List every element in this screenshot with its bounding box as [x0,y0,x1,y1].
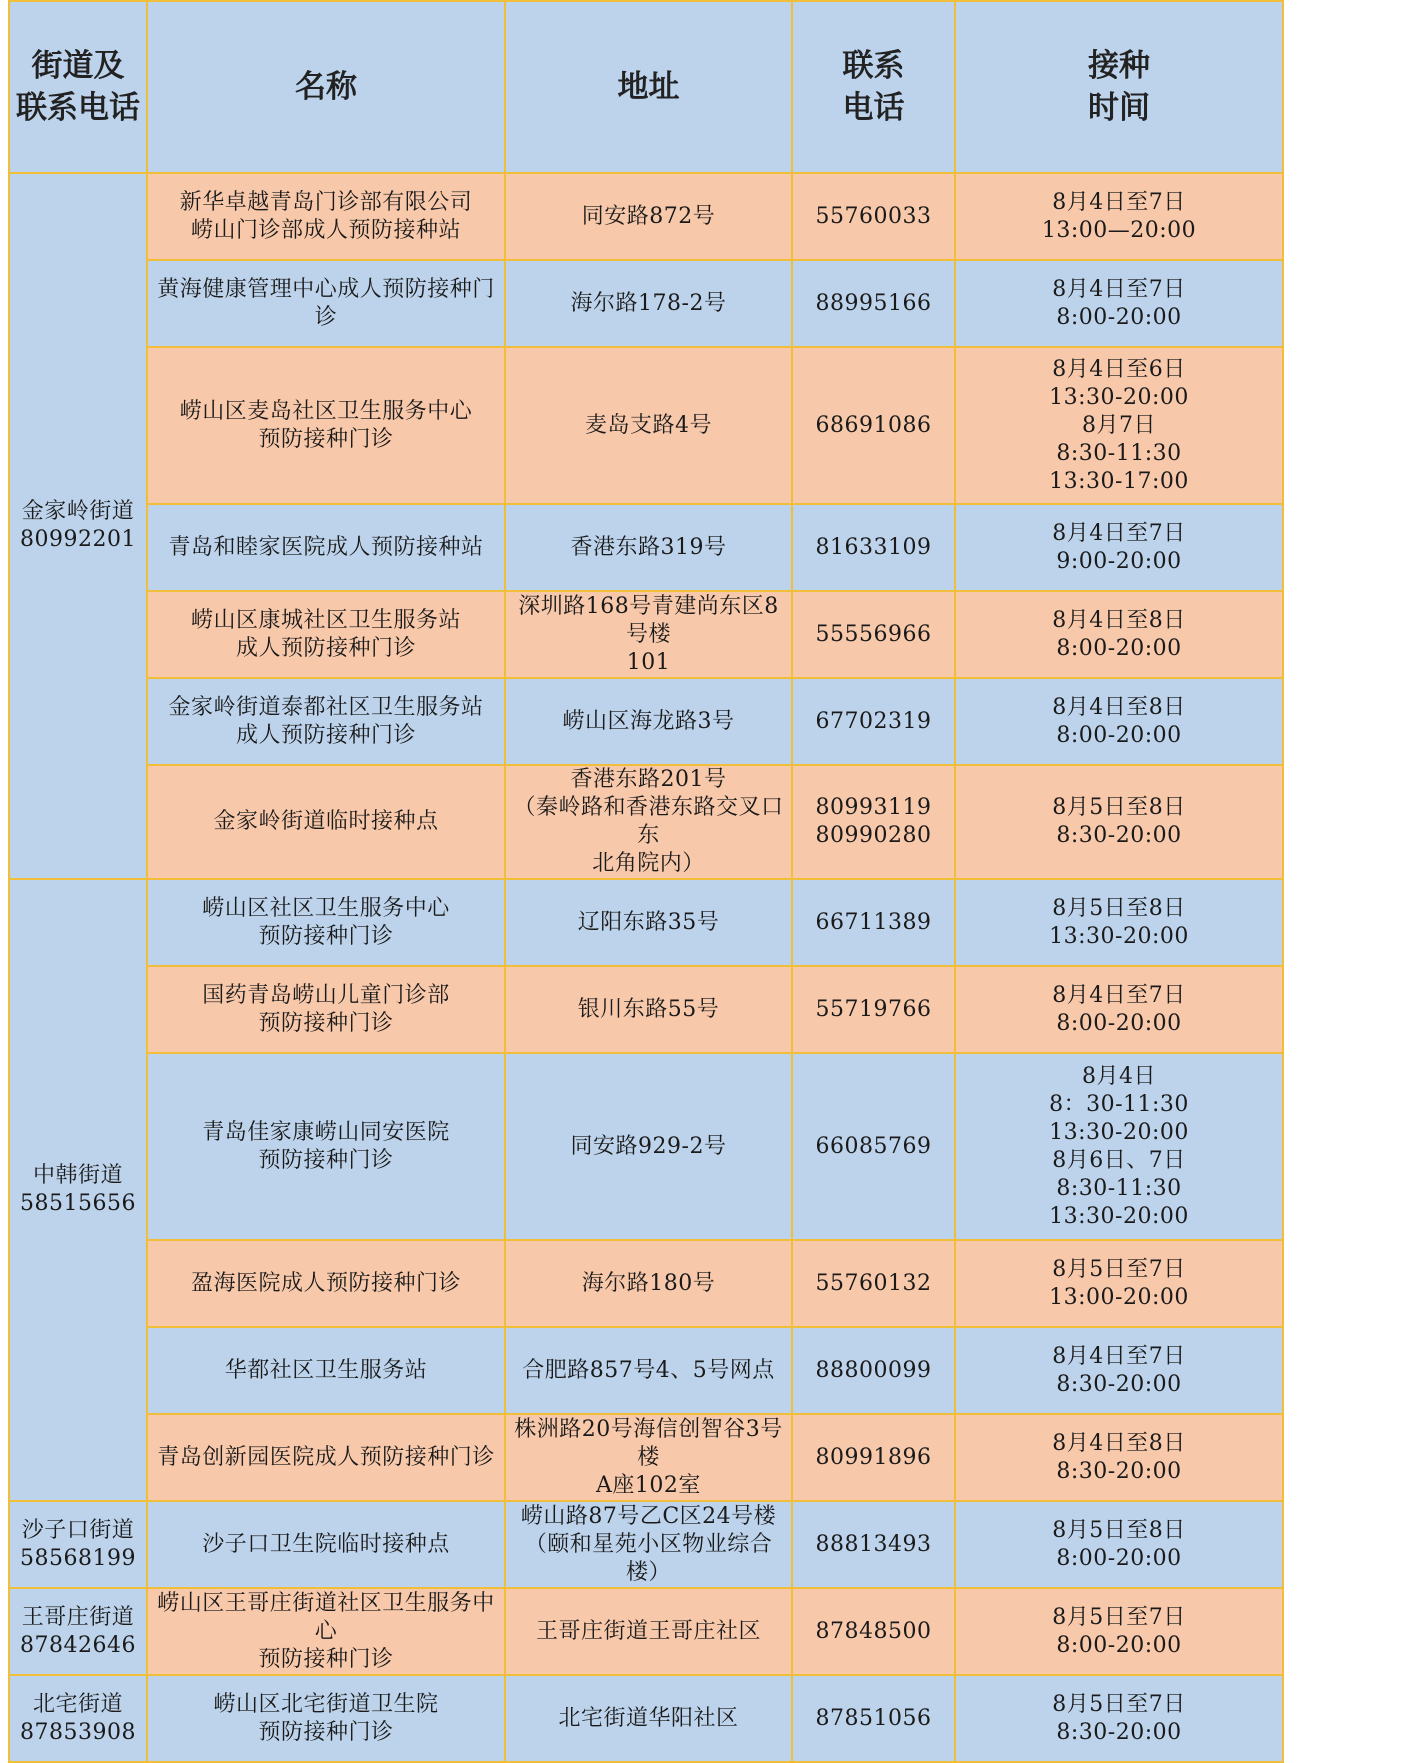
site-time: 8月5日至8日 8:00-20:00 [955,1501,1283,1588]
site-name: 崂山区北宅街道卫生院 预防接种门诊 [147,1675,505,1762]
site-name: 金家岭街道临时接种点 [147,765,505,879]
table-row [9,1588,1283,1675]
site-phone: 55556966 [792,591,955,678]
site-name: 新华卓越青岛门诊部有限公司 崂山门诊部成人预防接种站 [147,173,505,260]
site-address: 深圳路168号青建尚东区8号楼 101 [505,591,792,678]
site-address: 银川东路55号 [505,966,792,1053]
table-row [9,1675,1283,1762]
street-cell-shazikou: 沙子口街道 58568199 [9,1501,147,1588]
site-time: 8月4日至8日 8:00-20:00 [955,678,1283,765]
site-time: 8月4日至8日 8:30-20:00 [955,1414,1283,1501]
header-street: 街道及 联系电话 [9,1,147,173]
site-time: 8月4日至6日 13:30-20:00 8月7日 8:30-11:30 13:30-17:00 [955,347,1283,504]
site-address: 同安路872号 [505,173,792,260]
site-phone: 88813493 [792,1501,955,1588]
site-name: 崂山区社区卫生服务中心 预防接种门诊 [147,879,505,966]
site-name: 华都社区卫生服务站 [147,1327,505,1414]
street-cell-zhonghan: 中韩街道 58515656 [9,879,147,1501]
table-row [9,1053,1283,1240]
site-phone: 88995166 [792,260,955,347]
table-row [9,1501,1283,1588]
site-time: 8月4日至7日 8:30-20:00 [955,1327,1283,1414]
site-address: 麦岛支路4号 [505,347,792,504]
site-name: 崂山区康城社区卫生服务站 成人预防接种门诊 [147,591,505,678]
site-time: 8月4日至7日 13:00—20:00 [955,173,1283,260]
site-address: 海尔路180号 [505,1240,792,1327]
site-phone: 68691086 [792,347,955,504]
site-time: 8月4日 8：30-11:30 13:30-20:00 8月6日、7日 8:30-11:30 13:30-20:00 [955,1053,1283,1240]
site-phone: 88800099 [792,1327,955,1414]
site-name: 沙子口卫生院临时接种点 [147,1501,505,1588]
site-address: 香港东路319号 [505,504,792,591]
site-time: 8月5日至8日 8:30-20:00 [955,765,1283,879]
table-row [9,1240,1283,1327]
table-row [9,879,1283,966]
site-address: 北宅街道华阳社区 [505,1675,792,1762]
site-name: 青岛佳家康崂山同安医院 预防接种门诊 [147,1053,505,1240]
header-address: 地址 [505,1,792,173]
site-phone: 87851056 [792,1675,955,1762]
site-name: 崂山区麦岛社区卫生服务中心 预防接种门诊 [147,347,505,504]
street-cell-jinjialing: 金家岭街道 80992201 [9,173,147,879]
site-address: 海尔路178-2号 [505,260,792,347]
site-time: 8月5日至7日 8:30-20:00 [955,1675,1283,1762]
table-row [9,347,1283,504]
site-name: 金家岭街道泰都社区卫生服务站 成人预防接种门诊 [147,678,505,765]
site-phone: 55760033 [792,173,955,260]
table-row [9,591,1283,678]
table-row [9,504,1283,591]
site-time: 8月4日至7日 8:00-20:00 [955,260,1283,347]
site-address: 辽阳东路35号 [505,879,792,966]
site-name: 盈海医院成人预防接种门诊 [147,1240,505,1327]
table-row [9,173,1283,260]
street-cell-wanggezhuang: 王哥庄街道 87842646 [9,1588,147,1675]
site-time: 8月4日至8日 8:00-20:00 [955,591,1283,678]
table-row [9,966,1283,1053]
site-phone: 67702319 [792,678,955,765]
site-phone: 80991896 [792,1414,955,1501]
site-phone: 81633109 [792,504,955,591]
table-row [9,765,1283,879]
site-name: 青岛创新园医院成人预防接种门诊 [147,1414,505,1501]
site-phone: 80993119 80990280 [792,765,955,879]
site-address: 株洲路20号海信创智谷3号楼 A座102室 [505,1414,792,1501]
street-cell-beizhai: 北宅街道 87853908 [9,1675,147,1762]
header-row [9,1,1283,173]
site-address: 同安路929-2号 [505,1053,792,1240]
site-address: 王哥庄街道王哥庄社区 [505,1588,792,1675]
site-time: 8月4日至7日 9:00-20:00 [955,504,1283,591]
site-name: 青岛和睦家医院成人预防接种站 [147,504,505,591]
site-address: 崂山区海龙路3号 [505,678,792,765]
site-phone: 66085769 [792,1053,955,1240]
table-row [9,678,1283,765]
vaccination-sites-table [8,0,1284,1763]
header-time: 接种 时间 [955,1,1283,173]
site-address: 合肥路857号4、5号网点 [505,1327,792,1414]
site-time: 8月5日至7日 8:00-20:00 [955,1588,1283,1675]
site-time: 8月5日至8日 13:30-20:00 [955,879,1283,966]
site-address: 香港东路201号 （秦岭路和香港东路交叉口东 北角院内） [505,765,792,879]
table-row [9,260,1283,347]
site-name: 国药青岛崂山儿童门诊部 预防接种门诊 [147,966,505,1053]
header-name: 名称 [147,1,505,173]
site-time: 8月5日至7日 13:00-20:00 [955,1240,1283,1327]
site-phone: 55719766 [792,966,955,1053]
site-phone: 66711389 [792,879,955,966]
table-row [9,1414,1283,1501]
header-phone: 联系 电话 [792,1,955,173]
site-address: 崂山路87号乙C区24号楼 （颐和星苑小区物业综合楼） [505,1501,792,1588]
site-phone: 55760132 [792,1240,955,1327]
site-name: 崂山区王哥庄街道社区卫生服务中心 预防接种门诊 [147,1588,505,1675]
site-name: 黄海健康管理中心成人预防接种门诊 [147,260,505,347]
table-row [9,1327,1283,1414]
site-phone: 87848500 [792,1588,955,1675]
site-time: 8月4日至7日 8:00-20:00 [955,966,1283,1053]
